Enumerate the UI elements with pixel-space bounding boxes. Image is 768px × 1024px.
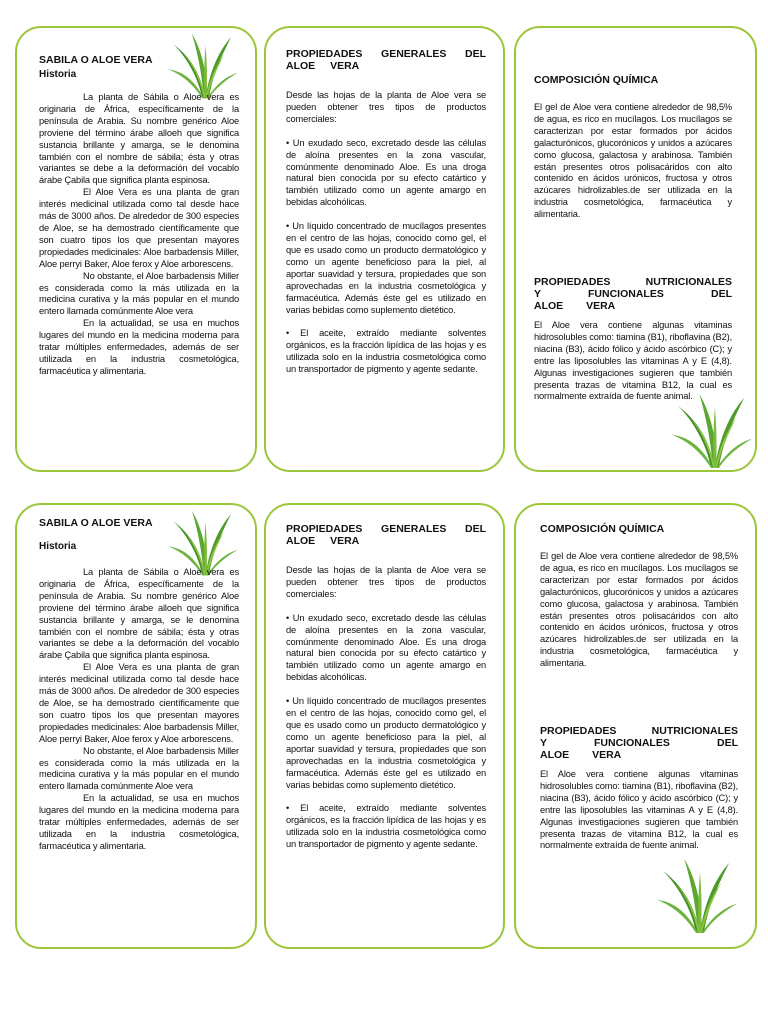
- card-title: SABILA O ALOE VERA: [39, 54, 153, 66]
- card-title: COMPOSICIÓN QUÍMICA: [540, 523, 665, 535]
- propiedades-text: Desde las hojas de la planta de Aloe vera se pueden obtener tres tipos de productos comerciales: • Un exudado seco, excretado desde las células de aloína presentes en la zona vascular, comúnmente denominado Aloe. Es una droga natural bien conocida por su efecto catártico y también utilizado como un agente amargo en bebidas alcohólicas. • Un líquido concentrado de mucílagos presentes en el centro de las hojas, conocido como gel, el que es usado como un producto dermatológico y como un agente beneficioso para la piel, al aportar suavidad y tersura, propiedades que son aprovechadas en la industria cosmetológica y farmacéutica. Además éste gel es utilizado en varias bebidas como suplemento dietético. • El aceite, extraído mediante solventes orgánicos, es la fracción lipídica de las hojas y es utilizada solo en la industria cosmetológica como un transportador de pigmento y agente sedante.: [286, 90, 486, 375]
- card-title: COMPOSICIÓN QUÍMICA: [534, 74, 659, 86]
- aloe-plant-icon: [656, 857, 738, 935]
- card-title-2: PROPIEDADES NUTRICIONALES Y FUNCIONALES DEL ALOE VERA: [540, 725, 738, 761]
- composicion-text: El gel de Aloe vera contiene alrededor de 98,5% de agua, es rico en mucílagos. Los mucílagos se caracterizan por estar formados por ácidos galacturónicos, glucorónicos y unidos a azúcares como glucosa, galactosa y arabinosa. También están presentes otros polisacáridos con alto contenido en ácidos urónicos, fructosa y otros azúcares hidrolizables.de ser utilizada en la industria cosmetológica, farmacéutica y alimentaria.: [540, 551, 738, 669]
- card-propiedades: [264, 503, 505, 949]
- sabila-text: La planta de Sábila o Aloe vera es originaria de África, específicamente de la península de Arabia. Su nombre genérico Aloe proviene del término árabe alloeh que significa sustancia brillante y amarga, se le denomina también con el nombre de sábila; ésta y otras variantes se debe a la deformación del vocablo árabe Çabila que significa planta espinosa. El Aloe Vera es una planta de gran interés medicinal utilizada como tal desde hace más de 3000 años. De alrededor de 300 especies de Aloe, se ha demostrado científicamente que son cuatro tipos los que presentan mayores propiedades medicinales: Aloe barbadensis Miller, Aloe perryi Baker, Aloe ferox y Aloe arborescens. No obstante, el Aloe barbadensis Miller es considerada como la más utilizada en la medicina curativa y la más popular en el mundo entero llamada comúnmente Aloe vera En la actualidad, se usa en muchos lugares del mundo en la medicina moderna para tratar múltiples enfermedades, además de ser utilizada en la industria cosmetológica, farmacéutica y alimentaria.: [39, 567, 239, 851]
- card-title-2: PROPIEDADES NUTRICIONALES Y FUNCIONALES DEL ALOE VERA: [534, 276, 732, 312]
- nutricionales-text: El Aloe vera contiene algunas vitaminas hidrosolubles como: tiamina (B1), riboflavina (B2), niacina (B3), ácido fólico y ácido ascórbico (C); y entre las liposolubles las vitaminas A y E (4,8). Algunas investigaciones sugieren que también presenta trazas de vitamina B12, la cual es normalmente extraída de fuente animal.: [540, 769, 739, 851]
- nutricionales-text: El Aloe vera contiene algunas vitaminas hidrosolubles como: tiamina (B1), riboflavina (B2), niacina (B3), ácido fólico y ácido ascórbico (C); y entre las liposolubles las vitaminas A y E (4,8). Algunas investigaciones sugieren que también presenta trazas de vitamina B12, la cual es normalmente extraída de fuente animal.: [534, 320, 733, 402]
- card-title: SABILA O ALOE VERA: [39, 517, 153, 529]
- card-title: PROPIEDADES GENERALES DEL ALOE VERA: [286, 48, 486, 72]
- card-title: PROPIEDADES GENERALES DEL ALOE VERA: [286, 523, 486, 547]
- aloe-plant-icon: [671, 392, 753, 470]
- card-sabila: [15, 503, 257, 949]
- aloe-plant-icon: [167, 32, 239, 100]
- composicion-text: El gel de Aloe vera contiene alrededor de 98,5% de agua, es rico en mucílagos. Los mucílagos se caracterizan por estar formados por ácidos galacturónicos, glucorónicos y unidos a azúcares como glucosa, galactosa y arabinosa. También están presentes otros polisacáridos con alto contenido en ácidos urónicos, fructosa y otros azúcares hidrolizables.de ser utilizada en la industria cosmetológica, farmacéutica y alimentaria.: [534, 102, 732, 220]
- card-sabila: [15, 26, 257, 472]
- card-composicion: [514, 26, 757, 472]
- propiedades-text: Desde las hojas de la planta de Aloe vera se pueden obtener tres tipos de productos comerciales: • Un exudado seco, excretado desde las células de aloína presentes en la zona vascular, comúnmente denominado Aloe. Es una droga natural bien conocida por su efecto catártico y también utilizado como un agente amargo en bebidas alcohólicas. • Un líquido concentrado de mucílagos presentes en el centro de las hojas, conocido como gel, el que es usado como un producto dermatológico y como un agente beneficioso para la piel, al aportar suavidad y tersura, propiedades que son aprovechadas en la industria cosmetológica y farmacéutica. Además éste gel es utilizado en varias bebidas como suplemento dietético. • El aceite, extraído mediante solventes orgánicos, es la fracción lipídica de las hojas y es utilizada solo en la industria cosmetológica como un transportador de pigmento y agente sedante.: [286, 565, 486, 850]
- sabila-text: La planta de Sábila o Aloe vera es originaria de África, específicamente de la península de Arabia. Su nombre genérico Aloe proviene del término árabe alloeh que significa sustancia brillante y amarga, se le denomina también con el nombre de sábila; ésta y otras variantes se debe a la deformación del vocablo árabe Çabila que significa planta espinosa. El Aloe Vera es una planta de gran interés medicinal utilizada como tal desde hace más de 3000 años. De alrededor de 300 especies de Aloe, se ha demostrado científicamente que son cuatro tipos los que presentan mayores propiedades medicinales: Aloe barbadensis Miller, Aloe perryi Baker, Aloe ferox y Aloe arborescens. No obstante, el Aloe barbadensis Miller es considerada como la más utilizada en la medicina curativa y la más popular en el mundo entero llamada comúnmente Aloe vera En la actualidad, se usa en muchos lugares del mundo en la medicina moderna para tratar múltiples enfermedades, además de ser utilizada en la industria cosmetológica, farmacéutica y alimentaria.: [39, 92, 239, 376]
- card-propiedades: [264, 26, 505, 472]
- card-subtitle: Historia: [39, 541, 77, 552]
- card-subtitle: Historia: [39, 69, 77, 80]
- card-composicion: [514, 503, 757, 949]
